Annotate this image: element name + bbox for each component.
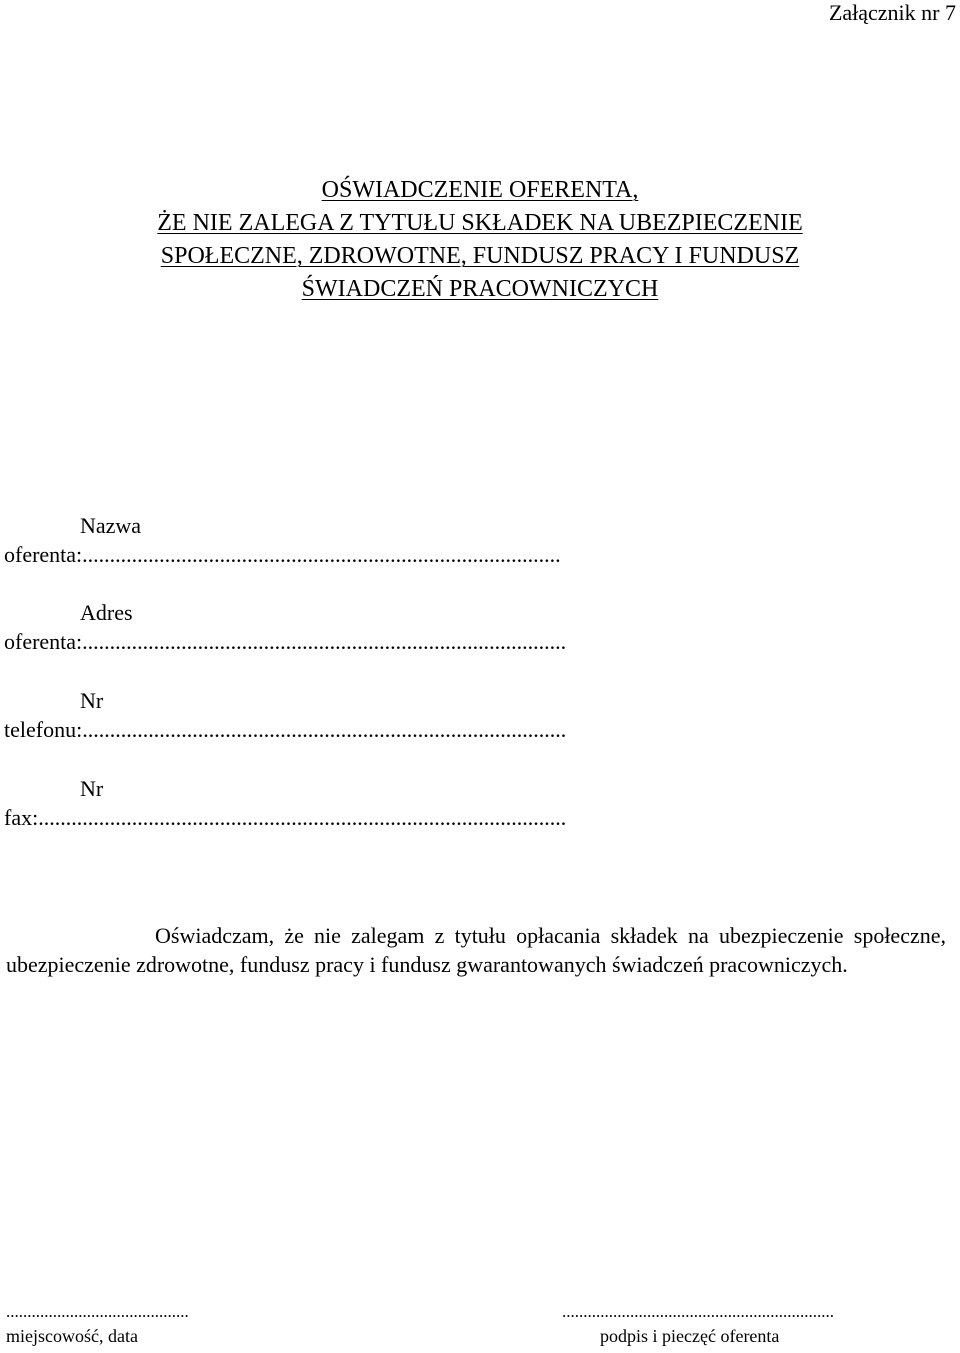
- field-name-label: Nazwa: [80, 513, 142, 538]
- field-phone-line: telefonu:........................................................................................: [4, 717, 567, 742]
- signature-place-date-dots: ...........................................: [6, 1302, 189, 1321]
- signature-place-date: [6, 1300, 189, 1348]
- field-fax-label: Nr: [80, 776, 104, 801]
- declaration-text: Oświadczam, że nie zalegam z tytułu opłacania składek na ubezpieczenie społeczne, ubezpieczenie zdrowotne, fundusz pracy i fundusz gwarantowanych świadczeń pracowniczych.: [6, 923, 946, 977]
- title-line-3: SPOŁECZNE, ZDROWOTNE, FUNDUSZ PRACY I FUNDUSZ: [160, 243, 800, 269]
- annex-label: Załącznik nr 7: [828, 0, 956, 25]
- title-line-4: ŚWIADCZEŃ PRACOWNICZYCH: [301, 276, 659, 302]
- field-offeror-name: [4, 511, 904, 569]
- field-address-line: oferenta:........................................................................................: [4, 629, 567, 654]
- document-title: [0, 174, 960, 306]
- field-address-label: Adres: [80, 600, 133, 625]
- field-fax-line: fax:................................................................................................: [4, 805, 567, 830]
- field-phone-label: Nr: [80, 688, 104, 713]
- signature-offeror-dots: ................................................................: [562, 1302, 834, 1321]
- signature-place-date-label: miejscowość, data: [6, 1326, 138, 1346]
- field-name-line: oferenta:.......................................................................................: [4, 542, 561, 567]
- signature-offeror-label: podpis i pieczęć oferenta: [600, 1326, 780, 1346]
- field-offeror-address: [4, 598, 904, 656]
- field-fax-number: [4, 774, 904, 832]
- title-line-2: ŻE NIE ZALEGA Z TYTUŁU SKŁADEK NA UBEZPIECZENIE: [157, 210, 803, 236]
- signature-offeror: [562, 1300, 834, 1348]
- title-line-1: OŚWIADCZENIE OFERENTA,: [321, 177, 639, 203]
- field-phone-number: [4, 686, 904, 744]
